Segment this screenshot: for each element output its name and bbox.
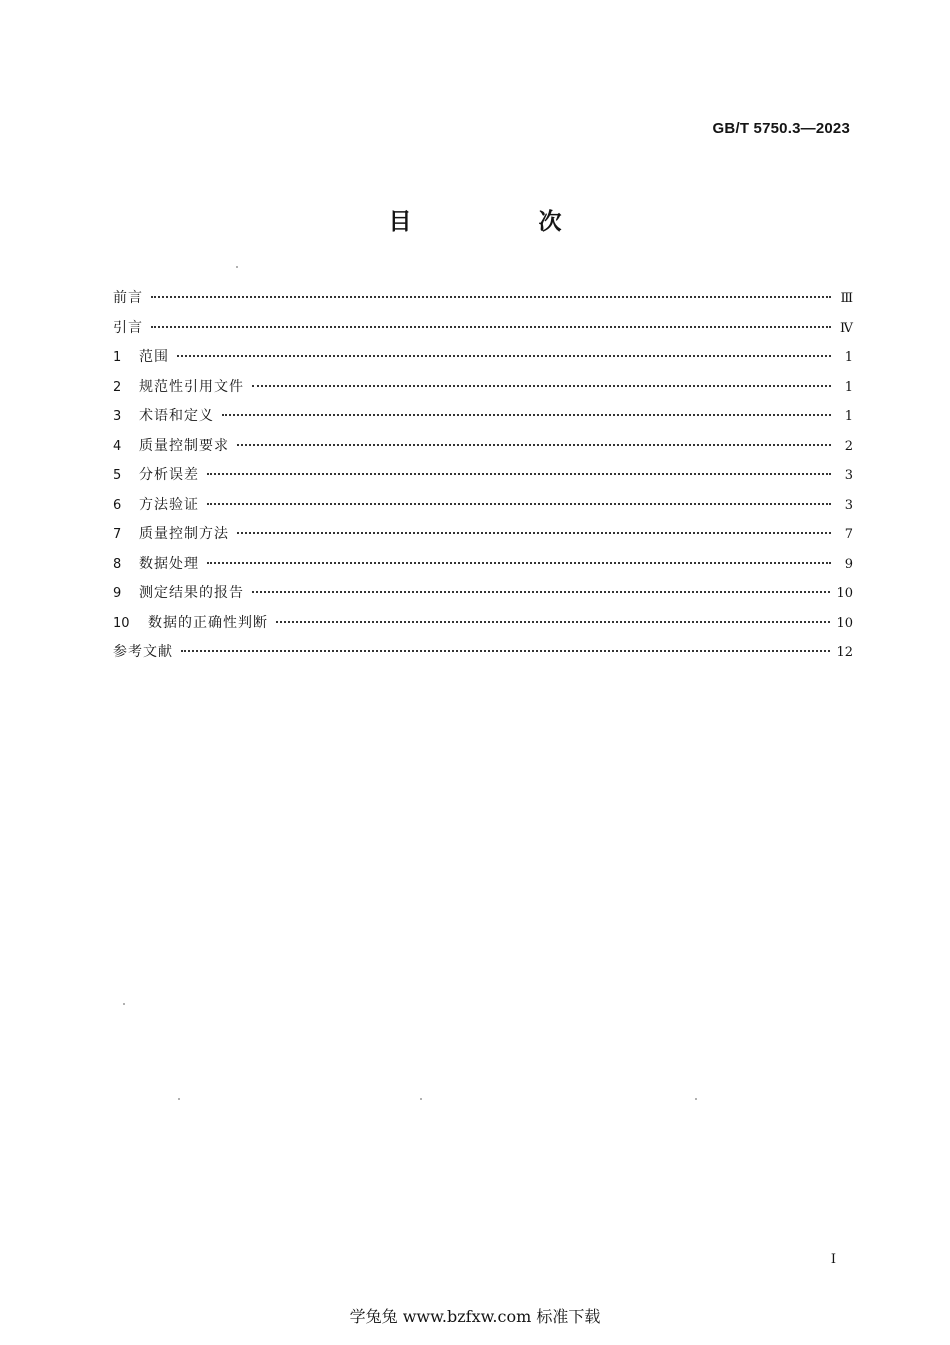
scan-speck	[695, 1098, 697, 1100]
toc-item-analytical-error[interactable]	[113, 461, 853, 491]
toc-item-page: 7	[844, 527, 853, 542]
toc-item-quality-control-methods[interactable]	[113, 520, 853, 550]
toc-item-normative-references[interactable]	[113, 373, 853, 403]
toc-item-label: 范围	[139, 349, 169, 365]
toc-item-label: 引言	[113, 319, 143, 336]
toc-item-page: 1	[844, 379, 853, 395]
toc-item-page: 9	[844, 556, 853, 572]
toc-item-page: Ⅲ	[840, 291, 853, 306]
toc-item-page: Ⅳ	[840, 320, 853, 336]
toc-leader	[177, 355, 831, 357]
toc-item-label: 数据处理	[139, 555, 199, 572]
toc-item-label: 参考文献	[113, 644, 173, 660]
standard-code: GB/T 5750.3—2023	[712, 120, 850, 137]
toc-item-number: 9	[113, 586, 122, 601]
toc-leader	[276, 621, 830, 623]
toc-leader	[181, 650, 830, 652]
toc-item-number: 10	[113, 615, 130, 631]
toc-item-page: 10	[836, 615, 853, 631]
toc-item-label: 规范性引用文件	[139, 378, 244, 395]
toc-item-label: 前言	[113, 290, 143, 306]
toc-item-label: 分析误差	[139, 467, 199, 483]
toc-item-preface[interactable]	[113, 284, 853, 314]
toc-item-number: 3	[113, 409, 122, 424]
toc-item-page: 1	[844, 350, 853, 365]
watermark: 学兔兔 www.bzfxw.com 标准下载	[349, 1307, 601, 1326]
toc-item-page: 2	[844, 438, 853, 454]
toc-item-label: 质量控制要求	[139, 437, 229, 454]
toc-item-data-correctness[interactable]	[113, 609, 853, 639]
toc-leader	[207, 473, 831, 475]
toc-item-introduction[interactable]	[113, 314, 853, 344]
scan-speck	[123, 1003, 125, 1005]
toc-leader	[237, 532, 831, 534]
toc-item-page: 1	[844, 409, 853, 424]
scan-speck	[420, 1098, 422, 1100]
toc-item-label: 术语和定义	[139, 408, 214, 424]
toc-leader	[207, 562, 831, 564]
toc-item-label: 数据的正确性判断	[148, 614, 268, 631]
toc-item-label: 测定结果的报告	[139, 585, 244, 601]
toc-item-number: 5	[113, 468, 122, 483]
toc-item-label: 质量控制方法	[139, 526, 229, 542]
toc-item-scope[interactable]	[113, 343, 853, 373]
toc-item-number: 8	[113, 556, 122, 572]
toc-item-page: 3	[844, 468, 853, 483]
toc-item-bibliography[interactable]	[113, 638, 853, 668]
toc-item-result-report[interactable]	[113, 579, 853, 609]
page-number: I	[830, 1252, 836, 1267]
toc-item-terms-definitions[interactable]	[113, 402, 853, 432]
table-of-contents	[113, 284, 853, 668]
toc-item-method-validation[interactable]	[113, 491, 853, 521]
scan-speck	[236, 266, 238, 268]
toc-item-number: 1	[113, 350, 122, 365]
toc-item-label: 方法验证	[139, 496, 199, 513]
toc-item-quality-control-requirements[interactable]	[113, 432, 853, 462]
toc-item-page: 12	[836, 645, 853, 660]
toc-leader	[252, 385, 831, 387]
toc-leader	[151, 296, 831, 298]
toc-item-number: 2	[113, 379, 122, 395]
toc-item-page: 10	[836, 586, 853, 601]
toc-item-number: 6	[113, 497, 122, 513]
toc-item-data-processing[interactable]	[113, 550, 853, 580]
toc-item-page: 3	[844, 497, 853, 513]
toc-leader	[207, 503, 831, 505]
toc-leader	[151, 326, 831, 328]
toc-leader	[237, 444, 831, 446]
toc-title: 目 次	[388, 209, 614, 235]
toc-item-number: 7	[113, 527, 122, 542]
toc-item-number: 4	[113, 438, 122, 454]
toc-leader	[222, 414, 831, 416]
toc-leader	[252, 591, 830, 593]
scan-speck	[178, 1098, 180, 1100]
